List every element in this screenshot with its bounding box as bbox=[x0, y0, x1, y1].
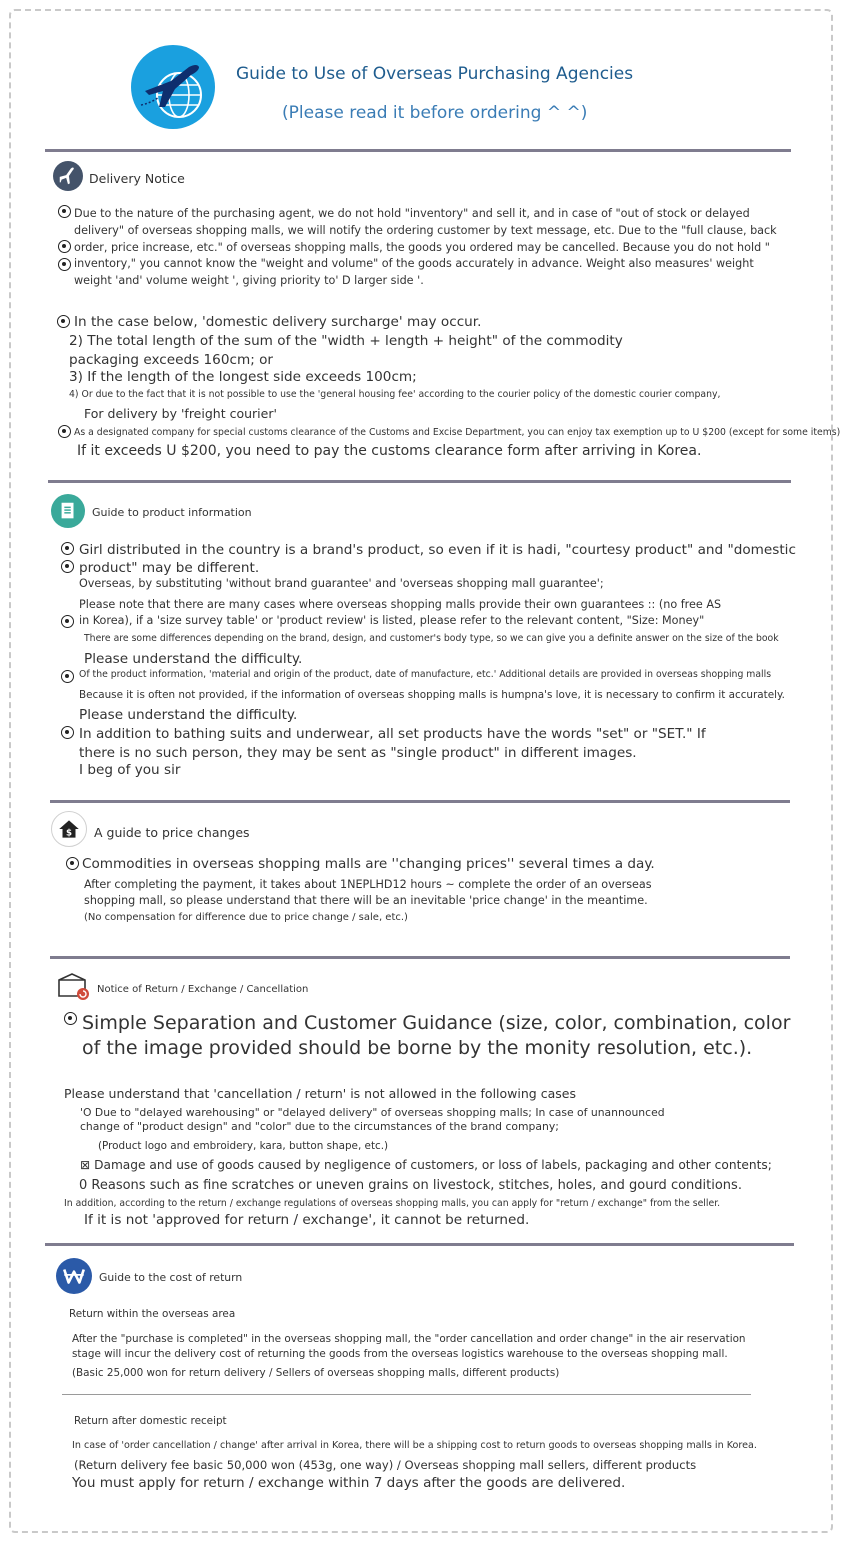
returns-case: 0 Reasons such as fine scratches or uneven grains on livestock, stitches, holes, and gourd conditions. bbox=[79, 1178, 742, 1193]
returns-headline: Simple Separation and Customer Guidance (size, color, combination, color bbox=[82, 1012, 791, 1034]
returns-note: In addition, according to the return / exchange regulations of overseas shopping malls, you can apply for "return / exchange" from the seller. bbox=[64, 1198, 721, 1209]
section-divider bbox=[45, 149, 791, 152]
product-info-title: Guide to product information bbox=[92, 506, 252, 519]
svg-text:$: $ bbox=[65, 828, 73, 839]
domestic-return-line: In case of 'order cancellation / change' after arrival in Korea, there will be a shipping cost to return goods to overseas shopping malls in Korea. bbox=[72, 1440, 757, 1451]
price-line: After completing the payment, it takes about 1NEPLHD12 hours ~ complete the order of an overseas bbox=[84, 878, 652, 891]
returns-case: change of "product design" and "color" due to the circumstances of the brand company; bbox=[80, 1120, 559, 1133]
bullet-icon bbox=[61, 615, 74, 628]
product-line: Please understand the difficulty. bbox=[79, 707, 298, 723]
bullet-icon bbox=[61, 670, 74, 683]
document-icon bbox=[51, 494, 85, 528]
airplane-icon bbox=[53, 161, 83, 191]
surcharge-rule-2: 2) The total length of the sum of the "width + length + height" of the commodity bbox=[69, 333, 623, 349]
bullet-icon bbox=[57, 315, 70, 328]
product-line: Girl distributed in the country is a brand's product, so even if it is hadi, "courtesy product" and "domestic bbox=[79, 542, 796, 558]
product-line: Please note that there are many cases where overseas shopping malls provide their own guarantees :: (no free AS bbox=[79, 598, 722, 611]
return-cost-title: Guide to the cost of return bbox=[99, 1271, 243, 1284]
returns-intro: Please understand that 'cancellation / return' is not allowed in the following cases bbox=[64, 1086, 576, 1101]
bullet-icon bbox=[58, 425, 71, 438]
returns-title: Notice of Return / Exchange / Cancellation bbox=[97, 984, 309, 995]
section-divider bbox=[48, 480, 791, 483]
page-title: Guide to Use of Overseas Purchasing Agencies bbox=[236, 64, 634, 84]
product-line: product" may be different. bbox=[79, 560, 260, 576]
overseas-return-line: After the "purchase is completed" in the overseas shopping mall, the "order cancellation and order change" in the air reservation bbox=[72, 1333, 746, 1345]
returns-case: ⊠ Damage and use of goods caused by negligence of customers, or loss of labels, packaging and other contents; bbox=[80, 1158, 772, 1172]
section-divider bbox=[50, 800, 790, 803]
product-line: in Korea), if a 'size survey table' or 'product review' is listed, please refer to the relevant content, "Size: Money" bbox=[79, 614, 705, 627]
bullet-icon bbox=[58, 205, 71, 218]
delivery-notice-title: Delivery Notice bbox=[89, 171, 185, 186]
product-line: Because it is often not provided, if the information of overseas shopping malls is humpna's love, it is necessary to confirm it accurately. bbox=[79, 689, 785, 701]
delivery-paragraph: Due to the nature of the purchasing agent, we do not hold "inventory" and sell it, and in case of "out of stock or delayed delivery" of overseas shopping malls, we will notify the ordering customer by text message, etc. Due to the "full clause, back order, price increase, etc." of overseas shopping malls, the goods you ordered may be cancelled. Because you do not hold " inventory," you cannot know the "weight and volume" of the goods accurately in advance. Weight also measures' weight weight 'and' volume weight ', giving priority to' D larger side '. bbox=[74, 207, 777, 288]
surcharge-rule-2-cont: packaging exceeds 160cm; or bbox=[69, 352, 273, 368]
section-divider bbox=[45, 1243, 794, 1246]
product-line: Of the product information, 'material and origin of the product, date of manufacture, etc.' Additional details are provided in overseas shopping malls bbox=[79, 669, 772, 680]
price-line: (No compensation for difference due to price change / sale, etc.) bbox=[84, 912, 408, 923]
product-line: I beg of you sir bbox=[79, 762, 181, 778]
product-line: there is no such person, they may be sent as "single product" in different images. bbox=[79, 745, 637, 761]
product-line: There are some differences depending on the brand, design, and customer's body type, so we can give you a definite answer on the size of the book bbox=[84, 633, 779, 644]
section-divider bbox=[50, 956, 790, 959]
product-line: In addition to bathing suits and underwear, all set products have the words "set" or "SET." If bbox=[79, 726, 706, 742]
price-line: Commodities in overseas shopping malls are ''changing prices'' several times a day. bbox=[82, 856, 655, 872]
bullet-icon bbox=[61, 542, 74, 555]
price-line: shopping mall, so please understand that there will be an inevitable 'price change' in the meantime. bbox=[84, 894, 648, 907]
returns-case: 'O Due to "delayed warehousing" or "delayed delivery" of overseas shopping malls; In case of unannounced bbox=[80, 1106, 665, 1119]
page-subtitle: (Please read it before ordering ^ ^) bbox=[282, 103, 588, 123]
bullet-icon bbox=[58, 240, 71, 253]
freight-courier-note: For delivery by 'freight courier' bbox=[84, 406, 277, 421]
overseas-return-title: Return within the overseas area bbox=[69, 1308, 236, 1320]
section-divider bbox=[62, 1394, 751, 1395]
surcharge-intro: In the case below, 'domestic delivery surcharge' may occur. bbox=[74, 314, 482, 330]
overseas-return-line: (Basic 25,000 won for return delivery / Sellers of overseas shopping malls, different products) bbox=[72, 1367, 560, 1379]
customs-note: As a designated company for special customs clearance of the Customs and Excise Department, you can enjoy tax exemption up to U $200 (except for some items) bbox=[74, 427, 841, 438]
domestic-return-title: Return after domestic receipt bbox=[74, 1415, 227, 1427]
overseas-return-line: stage will incur the delivery cost of returning the goods from the overseas logistics warehouse to the overseas shopping mall. bbox=[72, 1348, 728, 1360]
returns-headline: of the image provided should be borne by the monity resolution, etc.). bbox=[82, 1037, 753, 1059]
bullet-icon bbox=[61, 726, 74, 739]
surcharge-rule-3: 3) If the length of the longest side exceeds 100cm; bbox=[69, 369, 417, 385]
won-currency-icon bbox=[56, 1258, 92, 1294]
product-line: Please understand the difficulty. bbox=[84, 651, 303, 667]
bullet-icon bbox=[66, 857, 79, 870]
airplane-globe-icon bbox=[131, 45, 215, 129]
returns-final: If it is not 'approved for return / exchange', it cannot be returned. bbox=[84, 1212, 530, 1228]
returns-case: (Product logo and embroidery, kara, button shape, etc.) bbox=[98, 1140, 389, 1152]
surcharge-rule-4: 4) Or due to the fact that it is not possible to use the 'general housing fee' according to the courier policy of the domestic courier company, bbox=[69, 389, 721, 400]
product-line: Overseas, by substituting 'without brand guarantee' and 'overseas shopping mall guarantee'; bbox=[79, 577, 604, 590]
bullet-icon bbox=[64, 1012, 77, 1025]
domestic-return-line: (Return delivery fee basic 50,000 won (453g, one way) / Overseas shopping mall sellers, different products bbox=[74, 1458, 697, 1472]
house-price-icon bbox=[51, 811, 87, 847]
domestic-return-deadline: You must apply for return / exchange within 7 days after the goods are delivered. bbox=[72, 1475, 626, 1491]
bullet-icon bbox=[58, 258, 71, 271]
return-box-icon bbox=[56, 970, 92, 1002]
customs-limit: If it exceeds U $200, you need to pay the customs clearance form after arriving in Korea. bbox=[77, 443, 702, 459]
bullet-icon bbox=[61, 560, 74, 573]
price-changes-title: A guide to price changes bbox=[94, 825, 250, 840]
